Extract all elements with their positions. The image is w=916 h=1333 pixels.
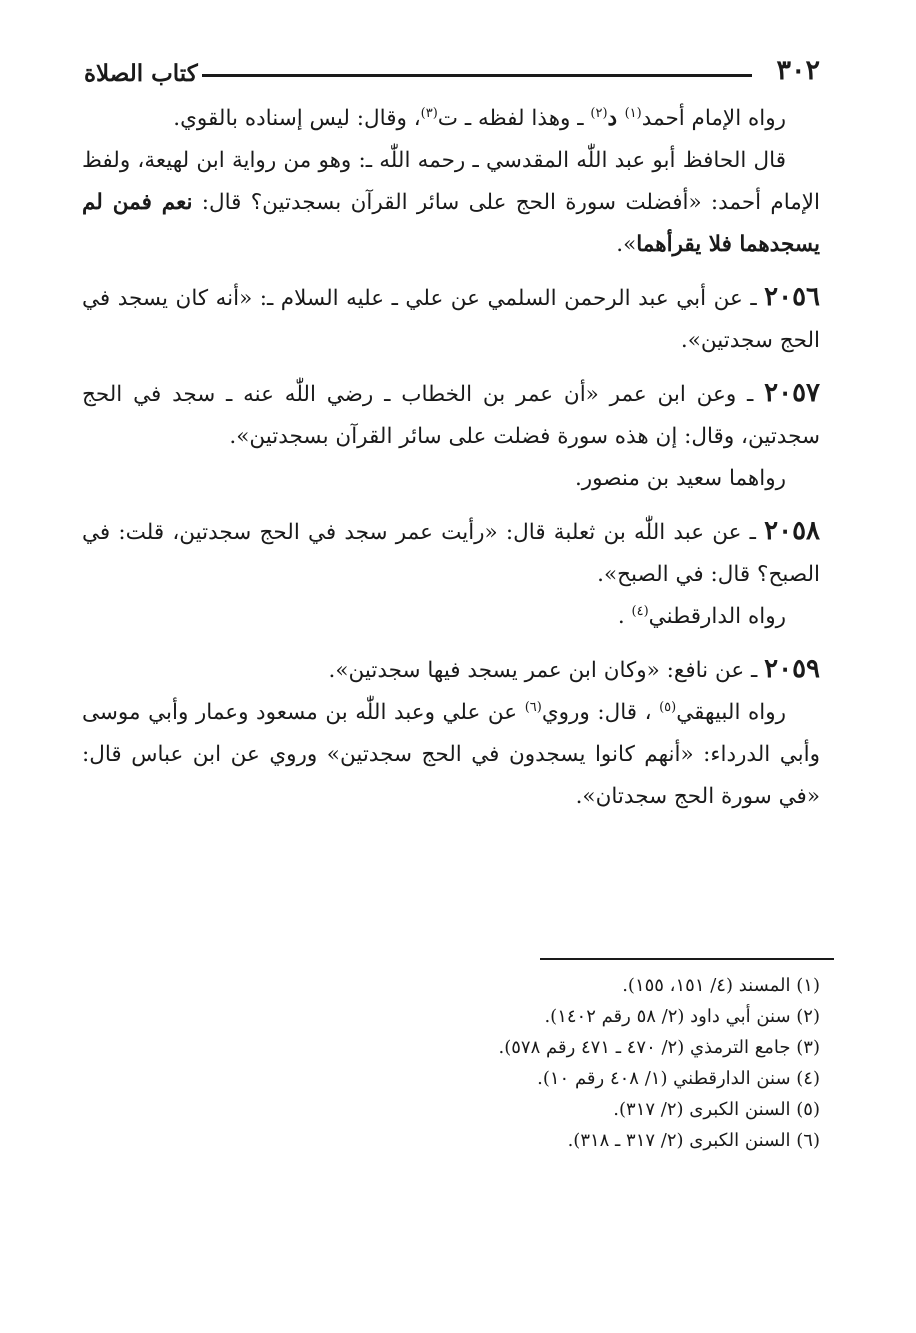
hadith-2057	[82, 372, 820, 458]
text-run: رواه البيهقي	[676, 700, 786, 725]
paragraph-hafiz-comment	[82, 140, 820, 266]
text-run: .	[617, 604, 632, 629]
footnote-ref-3[interactable]: (٣)	[420, 105, 438, 121]
hadith-text: ـ وعن ابن عمر «أن عمر بن الخطاب ـ رضي اللّٰه عنه ـ سجد في الحج سجدتين، وقال: إن هذه سورة فضلت على سائر القرآن بسجدتين».	[82, 382, 820, 449]
text-run: عن علي وعبد اللّٰه بن مسعود وعمار وأبي موسى وأبي الدرداء: «أنهم كانوا يسجدون في الحج سجدتين» وروي عن ابن عباس قال: «في سورة الحج سجدتان».	[82, 700, 820, 809]
footnote-1: (١) المسند (٤/ ١٥١، ١٥٥).	[622, 975, 820, 996]
running-title: كتاب الصلاة	[84, 60, 198, 87]
text-run: قال الحافظ أبو عبد اللّٰه المقدسي ـ رحمه اللّٰه ـ: وهو من رواية ابن لهيعة، ولفظ الإمام أحمد: «أفضلت سورة الحج على سائر القرآن بسجدتين؟ قال:	[82, 148, 820, 215]
paragraph-ahmad-narration	[82, 98, 820, 140]
footnote-5: (٥) السنن الكبرى (٢/ ٣١٧).	[613, 1099, 820, 1120]
text-run: رواه الإمام أحمد	[641, 106, 786, 131]
hadith-number: ٢٠٥٦	[764, 282, 820, 312]
hadith-number: ٢٠٥٨	[764, 516, 820, 546]
footnote-ref-1[interactable]: (١)	[624, 105, 642, 121]
hadith-number: ٢٠٥٧	[764, 378, 820, 408]
page-number: ٣٠٢	[776, 55, 820, 86]
hadith-2059	[82, 648, 820, 692]
footnote-4: (٤) سنن الدارقطني (١/ ٤٠٨ رقم ١٠).	[537, 1068, 820, 1089]
footnote-3: (٣) جامع الترمذي (٢/ ٤٧٠ ـ ٤٧١ رقم ٥٧٨).	[498, 1037, 820, 1058]
hadith-text: ـ عن أبي عبد الرحمن السلمي عن علي ـ عليه السلام ـ: «أنه كان يسجد في الحج سجدتين».	[82, 286, 820, 353]
text-run: ، وقال: ليس إسناده بالقوي.	[173, 106, 421, 131]
page-header	[84, 56, 820, 96]
hadith-2058	[82, 510, 820, 596]
footnote-ref-6[interactable]: (٦)	[524, 699, 542, 715]
narration-note: رواهما سعيد بن منصور.	[574, 466, 786, 491]
header-rule	[202, 74, 752, 77]
footnote-2: (٢) سنن أبي داود (٢/ ٥٨ رقم ١٤٠٢).	[544, 1006, 820, 1027]
hadith-text: ـ عن نافع: «وكان ابن عمر يسجد فيها سجدتين».	[328, 658, 765, 683]
footnotes	[82, 970, 820, 1156]
text-run: ».	[616, 232, 637, 257]
footnote-6: (٦) السنن الكبرى (٢/ ٣١٧ ـ ٣١٨).	[567, 1130, 820, 1151]
paragraph-bayhaqi	[82, 692, 820, 818]
footnote-ref-5[interactable]: (٥)	[659, 699, 677, 715]
hadith-2056	[82, 276, 820, 362]
footnote-ref-4[interactable]: (٤)	[631, 603, 649, 619]
narration-note	[82, 596, 820, 638]
text-run: ـ وهذا لفظه ـ ت	[437, 106, 591, 131]
footnote-ref-2[interactable]: (٢)	[590, 105, 608, 121]
text-run: رواه الدارقطني	[648, 604, 786, 629]
bold-quote: نعم فمن لم يسجدهما فلا يقرأهما	[82, 190, 820, 257]
hadith-text: ـ عن عبد اللّٰه بن ثعلبة قال: «رأيت عمر سجد في الحج سجدتين، قلت: في الصبح؟ قال: في الصبح».	[82, 520, 820, 587]
text-run: ، قال: وروي	[541, 700, 660, 725]
hadith-number: ٢٠٥٩	[764, 654, 820, 684]
main-text	[82, 98, 820, 818]
siglum-dawud: د	[607, 106, 625, 131]
footnote-separator	[540, 958, 834, 960]
